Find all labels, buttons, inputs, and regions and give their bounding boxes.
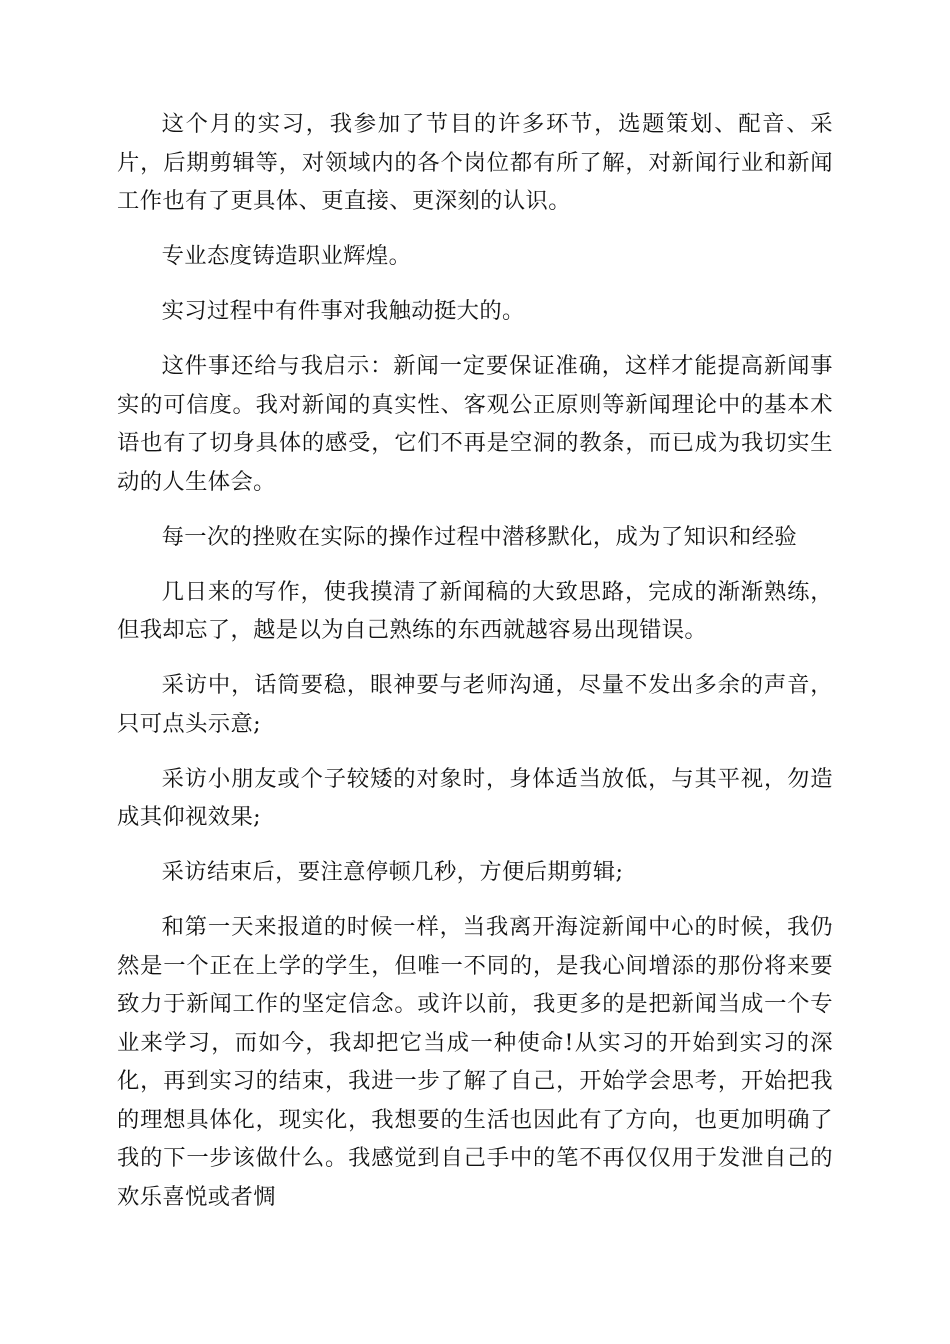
paragraph-writing-experience: 几日来的写作，使我摸清了新闻稿的大致思路，完成的渐渐熟练，但我却忘了，越是以为自己熟练的东西就越容易出现错误。 bbox=[117, 578, 833, 643]
document-page bbox=[117, 105, 833, 1233]
paragraph-setbacks: 每一次的挫败在实际的操作过程中潜移默化，成为了知识和经验 bbox=[161, 523, 798, 550]
paragraph-interview-tip-ending: 采访结束后，要注意停顿几秒，方便后期剪辑; bbox=[161, 859, 624, 885]
paragraph-news-accuracy: 这件事还给与我启示：新闻一定要保证准确，这样才能提高新闻事实的可信度。我对新闻的真实性、客观公正原则等新闻理论中的基本术语也有了切身具体的感受，它们不再是空洞的教条，而已成为我切实生动的人生体会。 bbox=[117, 353, 833, 495]
paragraph-interview-tip-children: 采访小朋友或个子较矮的对象时，身体适当放低，与其平视，勿造成其仰视效果; bbox=[117, 765, 833, 830]
paragraph-touching-event: 实习过程中有件事对我触动挺大的。 bbox=[161, 298, 525, 324]
paragraph-internship-overview: 这个月的实习，我参加了节目的许多环节，选题策划、配音、采片，后期剪辑等，对领域内的各个岗位都有所了解，对新闻行业和新闻工作也有了更具体、更直接、更深刻的认识。 bbox=[117, 111, 833, 214]
paragraph-professional-attitude: 专业态度铸造职业辉煌。 bbox=[161, 243, 412, 269]
paragraph-interview-tip-microphone: 采访中，话筒要稳，眼神要与老师沟通，尽量不发出多余的声音，只可点头示意; bbox=[117, 672, 833, 737]
paragraph-conclusion: 和第一天来报道的时候一样，当我离开海淀新闻中心的时候，我仍然是一个正在上学的学生，但唯一不同的，是我心间增添的那份将来要致力于新闻工作的坚定信念。或许以前，我更多的是把新闻当成一个专业来学习，而如今，我却把它当成一种使命!从实习的开始到实习的深化，再到实习的结束，我进一步了解了自己，开始学会思考，开始把我的理想具体化，现实化，我想要的生活也因此有了方向，也更加明确了我的下一步该做什么。我感觉到自己手中的笔不再仅仅用于发泄自己的欢乐喜悦或者惆 bbox=[117, 914, 833, 1210]
